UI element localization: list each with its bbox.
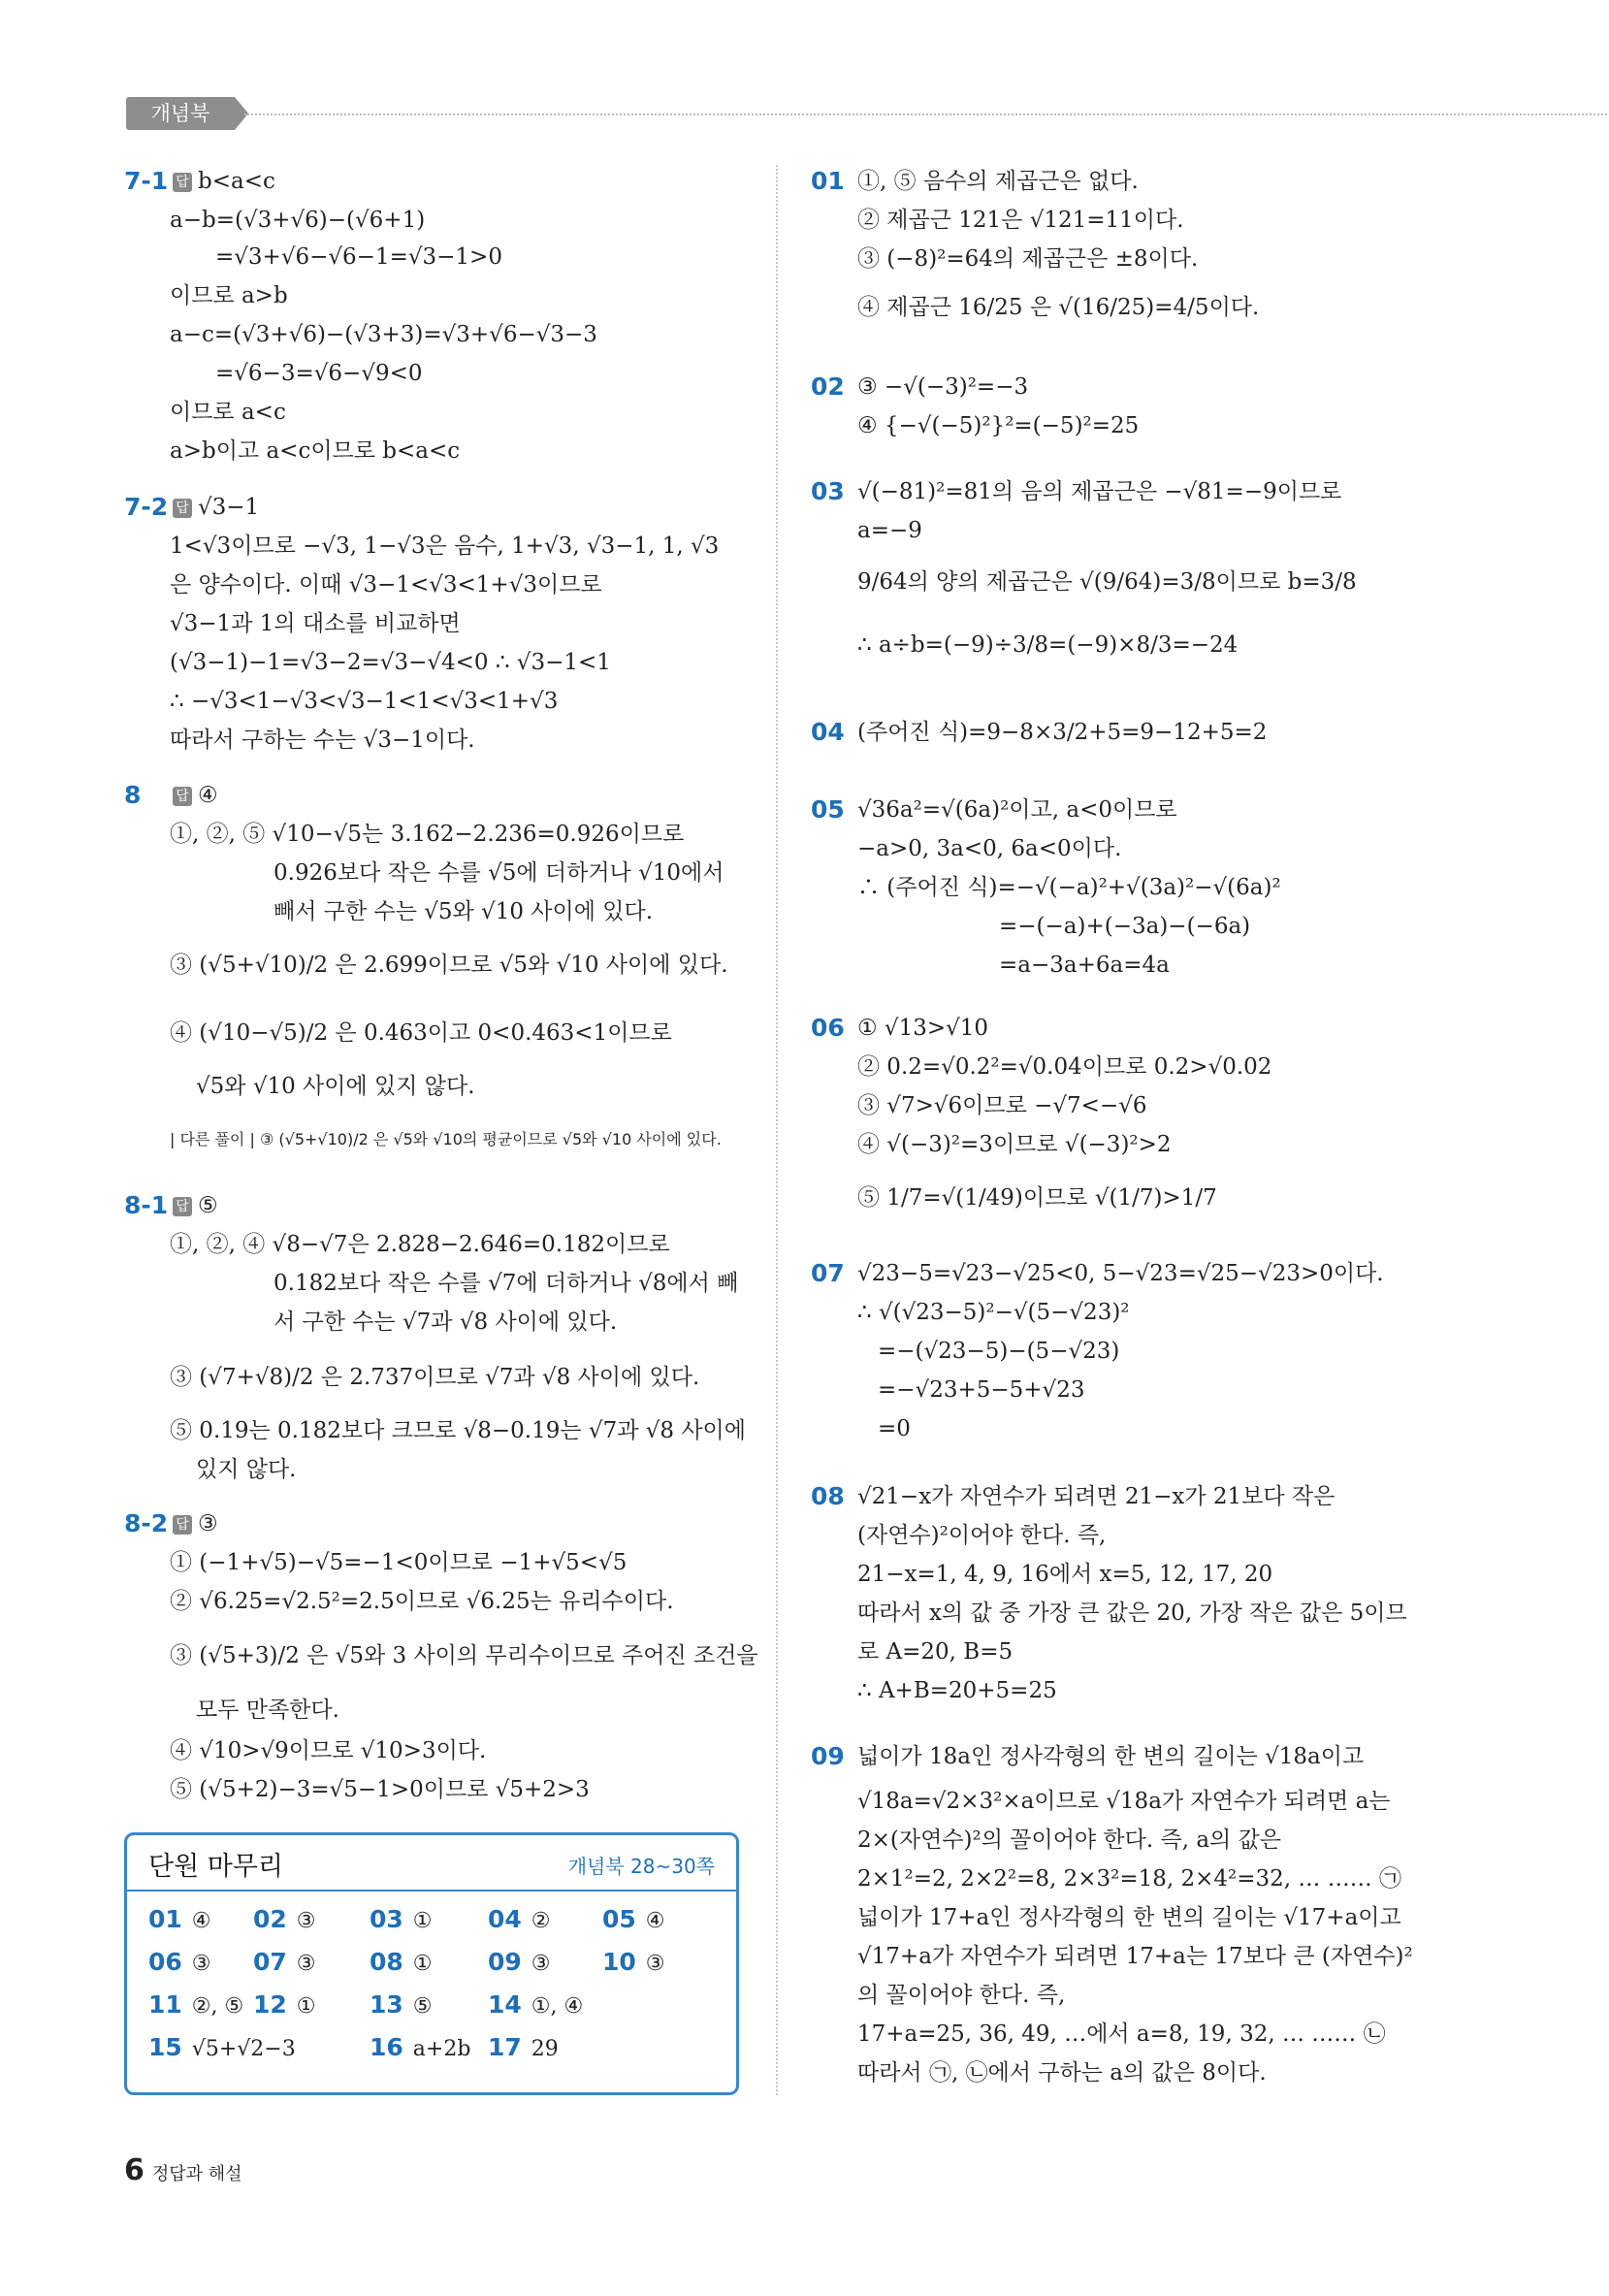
review-answer: 15 √5+√2−3 bbox=[148, 2033, 296, 2061]
solution-line: ④ 제곱근 16/25 은 √(16/25)=4/5이다. bbox=[857, 295, 1260, 320]
solution-line: ① (−1+√5)−√5=−1<0이므로 −1+√5<√5 bbox=[170, 1550, 628, 1575]
answer bbox=[173, 1191, 218, 1220]
review-answer: 10 ③ bbox=[602, 1948, 665, 1976]
problem-number: 09 bbox=[811, 1742, 845, 1770]
solution-line: ③ (−8)²=64의 제곱근은 ±8이다. bbox=[857, 246, 1199, 272]
answer-text: ④ bbox=[198, 783, 218, 808]
solution-line: ④ {−√(−5)²}²=(−5)²=25 bbox=[857, 413, 1140, 438]
review-answer: 16 a+2b bbox=[370, 2033, 471, 2061]
answer-badge: 답 bbox=[173, 787, 192, 806]
solution-line: 있지 않다. bbox=[196, 1457, 297, 1482]
solution-line: 따라서 x의 값 중 가장 큰 값은 20, 가장 작은 값은 5이므 bbox=[857, 1601, 1407, 1626]
solution-line: ∴ √(√23−5)²−√(5−√23)² bbox=[857, 1300, 1130, 1325]
solution-line: ② 제곱근 121은 √121=11이다. bbox=[857, 208, 1184, 233]
solution-line: (자연수)²이어야 한다. 즉, bbox=[857, 1523, 1107, 1548]
solution-line: ①, ⑤ 음수의 제곱근은 없다. bbox=[857, 169, 1139, 194]
solution-line: ③ −√(−3)²=−3 bbox=[857, 374, 1029, 400]
answer-text: √3−1 bbox=[198, 495, 260, 520]
review-answer: 09 ③ bbox=[488, 1948, 551, 1976]
solution-line: −a>0, 3a<0, 6a<0이다. bbox=[857, 836, 1122, 861]
problem-number: 8-2 bbox=[124, 1509, 169, 1537]
unit-review-title: 단원 마무리 bbox=[148, 1852, 283, 1882]
solution-line: =0 bbox=[878, 1416, 911, 1441]
solution-line: 9/64의 양의 제곱근은 √(9/64)=3/8이므로 b=3/8 bbox=[857, 569, 1357, 595]
answer-badge: 답 bbox=[173, 1515, 192, 1535]
solution-line: ∴ −√3<1−√3<√3−1<1<√3<1+√3 bbox=[170, 689, 559, 714]
solution-line: =−√23+5−5+√23 bbox=[878, 1377, 1085, 1403]
answer bbox=[173, 493, 259, 522]
solution-line: ∴ (주어진 식)=−√(−a)²+√(3a)²−√(6a)² bbox=[857, 875, 1281, 900]
solution-line: ①, ②, ⑤ √10−√5는 3.162−2.236=0.926이므로 bbox=[170, 822, 685, 847]
problem-number: 02 bbox=[811, 372, 845, 401]
problem-number: 7-2 bbox=[124, 493, 169, 521]
solution-line: 로 A=20, B=5 bbox=[857, 1639, 1014, 1665]
solution-line: =√3+√6−√6−1=√3−1>0 bbox=[215, 244, 502, 270]
solution-line: a−b=(√3+√6)−(√6+1) bbox=[170, 208, 426, 233]
review-answer: 07 ③ bbox=[253, 1948, 316, 1976]
problem-number: 7-1 bbox=[124, 167, 169, 195]
solution-line: √17+a가 자연수가 되려면 17+a는 17보다 큰 (자연수)² bbox=[857, 1944, 1413, 1969]
solution-line: 이므로 a<c bbox=[170, 400, 286, 425]
solution-line: 0.182보다 작은 수를 √7에 더하거나 √8에서 빼 bbox=[274, 1271, 739, 1296]
unit-review-page-ref: 개념북 28~30쪽 bbox=[567, 1855, 715, 1878]
review-answer: 03 ① bbox=[370, 1905, 433, 1933]
solution-line: 이므로 a>b bbox=[170, 283, 288, 308]
answer-badge: 답 bbox=[173, 173, 192, 192]
problem-number: 07 bbox=[811, 1259, 845, 1287]
answer-text: ⑤ bbox=[198, 1193, 218, 1218]
review-answer: 14 ①, ④ bbox=[488, 1990, 584, 2019]
problem-number: 05 bbox=[811, 795, 845, 824]
problem-number: 8-1 bbox=[124, 1191, 169, 1219]
solution-line: ② 0.2=√0.2²=√0.04이므로 0.2>√0.02 bbox=[857, 1054, 1272, 1080]
solution-line: 따라서 구하는 수는 √3−1이다. bbox=[170, 728, 475, 753]
solution-line: =a−3a+6a=4a bbox=[999, 953, 1170, 978]
solution-line: ② √6.25=√2.5²=2.5이므로 √6.25는 유리수이다. bbox=[170, 1589, 674, 1614]
alternative-solution-note: | 다른 풀이 | ③ (√5+√10)/2 은 √5와 √10의 평균이므로 √5와 √10 사이에 있다. bbox=[170, 1130, 722, 1148]
solution-line: a>b이고 a<c이므로 b<a<c bbox=[170, 438, 461, 464]
review-answer: 04 ② bbox=[488, 1905, 551, 1933]
solution-line: 은 양수이다. 이때 √3−1<√3<1+√3이므로 bbox=[170, 572, 602, 598]
solution-line: 2×1²=2, 2×2²=8, 2×3²=18, 2×4²=32, … …… ㉠ bbox=[857, 1866, 1402, 1892]
solution-line: ①, ②, ④ √8−√7은 2.828−2.646=0.182이므로 bbox=[170, 1232, 670, 1257]
review-answer: 08 ① bbox=[370, 1948, 433, 1976]
problem-number: 8 bbox=[124, 781, 142, 809]
solution-line: ③ (√5+√10)/2 은 2.699이므로 √5와 √10 사이에 있다. bbox=[170, 953, 728, 978]
solution-line: √23−5=√23−√25<0, 5−√23=√25−√23>0이다. bbox=[857, 1261, 1384, 1286]
problem-number: 01 bbox=[811, 167, 845, 195]
review-answer: 01 ④ bbox=[148, 1905, 211, 1933]
solution-line: ⑤ 1/7=√(1/49)이므로 √(1/7)>1/7 bbox=[857, 1185, 1217, 1211]
solution-line: √36a²=√(6a)²이고, a<0이므로 bbox=[857, 797, 1177, 823]
review-answer: 06 ③ bbox=[148, 1948, 211, 1976]
answer-text: b<a<c bbox=[198, 169, 275, 194]
solution-line: ∴ A+B=20+5=25 bbox=[857, 1678, 1057, 1703]
solution-line: (√3−1)−1=√3−2=√3−√4<0 ∴ √3−1<1 bbox=[170, 650, 611, 675]
review-answer: 05 ④ bbox=[602, 1905, 665, 1933]
problem-number: 03 bbox=[811, 477, 845, 505]
solution-line: ③ (√5+3)/2 은 √5와 3 사이의 무리수이므로 주어진 조건을 bbox=[170, 1643, 758, 1668]
column-divider bbox=[776, 165, 778, 2095]
unit-review-box bbox=[124, 1832, 739, 2095]
section-tag: 개념북 bbox=[126, 97, 235, 130]
solution-line: ① √13>√10 bbox=[857, 1016, 989, 1041]
solution-line: 1<√3이므로 −√3, 1−√3은 음수, 1+√3, √3−1, 1, √3 bbox=[170, 534, 720, 559]
problem-number: 04 bbox=[811, 718, 845, 746]
solution-line: √3−1과 1의 대소를 비교하면 bbox=[170, 611, 461, 636]
solution-line: ⑤ (√5+2)−3=√5−1>0이므로 √5+2>3 bbox=[170, 1777, 590, 1802]
review-answer: 11 ②, ⑤ bbox=[148, 1990, 244, 2019]
header-rule bbox=[244, 113, 1607, 115]
answer bbox=[173, 167, 275, 196]
solution-line: =−(√23−5)−(5−√23) bbox=[878, 1339, 1120, 1364]
review-answer: 13 ⑤ bbox=[370, 1990, 433, 2019]
page-number: 6 bbox=[124, 2153, 145, 2187]
solution-line: =√6−3=√6−√9<0 bbox=[215, 361, 423, 386]
solution-line: ∴ a÷b=(−9)÷3/8=(−9)×8/3=−24 bbox=[857, 632, 1239, 658]
solution-line: a−c=(√3+√6)−(√3+3)=√3+√6−√3−3 bbox=[170, 322, 597, 347]
solution-line: 넓이가 17+a인 정사각형의 한 변의 길이는 √17+a이고 bbox=[857, 1905, 1401, 1930]
solution-line: 넓이가 18a인 정사각형의 한 변의 길이는 √18a이고 bbox=[857, 1744, 1365, 1769]
solution-line: 17+a=25, 36, 49, …에서 a=8, 19, 32, … …… ㉡ bbox=[857, 2021, 1386, 2047]
solution-line: 21−x=1, 4, 9, 16에서 x=5, 12, 17, 20 bbox=[857, 1562, 1273, 1587]
answer bbox=[173, 1509, 218, 1538]
solution-line: ⑤ 0.19는 0.182보다 크므로 √8−0.19는 √7과 √8 사이에 bbox=[170, 1418, 746, 1443]
solution-line: ④ √(−3)²=3이므로 √(−3)²>2 bbox=[857, 1132, 1172, 1157]
solution-line: 모두 만족한다. bbox=[196, 1698, 339, 1723]
solution-line: ③ (√7+√8)/2 은 2.737이므로 √7과 √8 사이에 있다. bbox=[170, 1365, 700, 1390]
answer bbox=[173, 781, 218, 810]
solution-line: 따라서 ㉠, ㉡에서 구하는 a의 값은 8이다. bbox=[857, 2060, 1267, 2086]
problem-number: 08 bbox=[811, 1482, 845, 1510]
solution-line: (주어진 식)=9−8×3/2+5=9−12+5=2 bbox=[857, 720, 1268, 745]
review-answer: 17 29 bbox=[488, 2033, 559, 2061]
unit-review-header bbox=[127, 1835, 736, 1892]
solution-line: 2×(자연수)²의 꼴이어야 한다. 즉, a의 값은 bbox=[857, 1827, 1282, 1853]
page-footer bbox=[124, 2153, 242, 2187]
solution-line: 빼서 구한 수는 √5와 √10 사이에 있다. bbox=[274, 899, 654, 924]
solution-line: ④ √10>√9이므로 √10>3이다. bbox=[170, 1738, 487, 1763]
answer-badge: 답 bbox=[173, 1197, 192, 1216]
review-answer: 12 ① bbox=[253, 1990, 316, 2019]
solution-line: ③ √7>√6이므로 −√7<−√6 bbox=[857, 1093, 1147, 1118]
solution-line: √(−81)²=81의 음의 제곱근은 −√81=−9이므로 bbox=[857, 479, 1342, 504]
footer-label: 정답과 해설 bbox=[151, 2164, 242, 2184]
solution-line: √5와 √10 사이에 있지 않다. bbox=[196, 1074, 475, 1099]
solution-line: √21−x가 자연수가 되려면 21−x가 21보다 작은 bbox=[857, 1484, 1335, 1509]
solution-line: ④ (√10−√5)/2 은 0.463이고 0<0.463<1이므로 bbox=[170, 1020, 672, 1046]
solution-line: =−(−a)+(−3a)−(−6a) bbox=[999, 914, 1251, 939]
answer-text: ③ bbox=[198, 1511, 218, 1536]
problem-number: 06 bbox=[811, 1014, 845, 1042]
solution-line: √18a=√2×3²×a이므로 √18a가 자연수가 되려면 a는 bbox=[857, 1789, 1391, 1814]
solution-line: 서 구한 수는 √7과 √8 사이에 있다. bbox=[274, 1310, 618, 1335]
solution-line: a=−9 bbox=[857, 518, 922, 543]
review-answer: 02 ③ bbox=[253, 1905, 316, 1933]
answer-badge: 답 bbox=[173, 499, 192, 518]
solution-line: 0.926보다 작은 수를 √5에 더하거나 √10에서 bbox=[274, 860, 724, 886]
solution-line: 의 꼴이어야 한다. 즉, bbox=[857, 1983, 1066, 2008]
